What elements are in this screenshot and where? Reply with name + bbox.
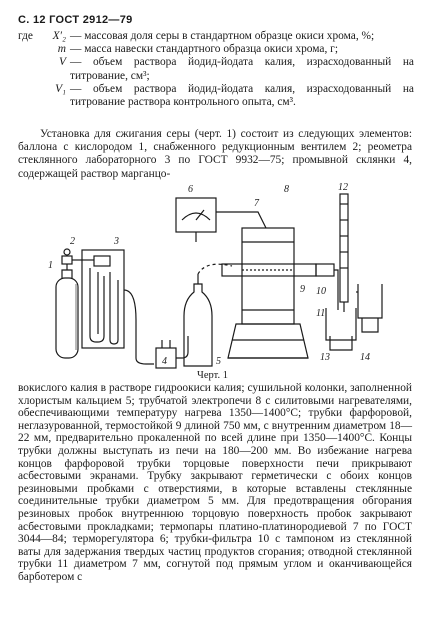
diagram-label: 8 [284,184,289,195]
diagram-label: 10 [316,286,326,297]
second-vessel [356,284,382,332]
definition-symbol: V [59,56,66,69]
paragraph-continuation: вокислого калия в растворе гидроокиси калия; сушильной колонки, заполненной хлористым кальцием 5; трубчатой электропечи 8 с силитовыми нагревателями, обеспечивающими температуру нагрева 1350—1400°С; трубки фарфоровой, неглазурованной, термостойкой 9 длиной 750 мм, с внутренним диаметром 18—22 мм, предварительно прокаленной по всей длине при 1350—1400°С. Концы трубки должны выступать из печи на 180—200 мм. Во избежание нагрева концов фарфоровой трубки торцовые поверхности печи прикрывают асбестовыми экранами. Трубку закрывают герметически с обоих концов резиновыми пробками с отверстиями, в которые вставлены стеклянные соединительные трубки диаметром 5 мм. Для предотвращения обгорания резиновых пробок внутреннюю торцовую поверхность пробок закрывают асбестовыми прокладками; термопары платино-платинородиевой 7 по ГОСТ 3044—84; терморегулятора 6; трубки-фильтра 10 с тампоном из стеклянной ваты для задержания твердых частиц продуктов сгорания; отводной стеклянной трубки 11 диаметром 7 мм, согнутой под прямым углом и оканчивающейся барботером с [18,382,412,583]
diagram-label: 12 [338,182,348,193]
diagram-label: 3 [114,236,119,247]
thermocouple [216,212,266,228]
diagram-label: 1 [48,260,53,271]
definition-symbol: X′₂ [52,30,66,42]
diagram-label: 6 [188,184,193,195]
definition-text: — масса навески стандартного образца окиси хрома, г; [70,43,338,56]
definition-symbol: V₁ [55,82,66,95]
definition-row [18,43,414,56]
diagram-label: 2 [70,236,75,247]
apparatus-diagram [18,180,414,376]
definition-row [18,30,414,43]
figure-caption: Черт. 1 [197,370,228,381]
definition-row [18,83,414,109]
definitions-list [18,30,414,109]
thermoregulator [176,198,216,242]
diagram-label: 11 [316,308,326,319]
diagram-label: 14 [360,352,370,363]
definition-text: — объем раствора йодид-йодата калия, израсходованный на титрование раствора контрольного опыта, см³. [70,82,414,109]
definition-lead: где [18,30,33,42]
porcelain-tube [222,264,316,276]
diagram-label: 4 [162,356,167,367]
reduction-valve [62,249,82,264]
rheometer [82,250,124,348]
filter-tube [316,264,334,276]
definition-row [18,56,414,82]
diagram-label: 13 [320,352,330,363]
oxygen-cylinder [56,264,78,358]
diagram-label: 7 [254,198,259,209]
tube-furnace [228,228,308,358]
diagram-label: 9 [300,284,305,295]
diagram-label: 5 [216,356,221,367]
absorption-vessel [326,308,356,350]
paragraph-intro: Установка для сжигания серы (черт. 1) состоит из следующих элементов: баллона с кислородом 1, снабженного редукционным вентилем 2; реометра стеклянного лабораторного 3 по ГОСТ 9932—75; промывной склянки 4, содержащей раствор марганцо- [18,128,412,180]
burette [340,194,348,312]
definition-symbol: m [57,43,66,56]
definition-text: — объем раствора йодид-йодата калия, израсходованный на титрование, см³; [70,56,414,82]
definition-text: — массовая доля серы в стандартном образце окиси хрома, %; [70,30,375,42]
outlet-tube [334,270,338,310]
page-header: С. 12 ГОСТ 2912—79 [18,14,133,26]
